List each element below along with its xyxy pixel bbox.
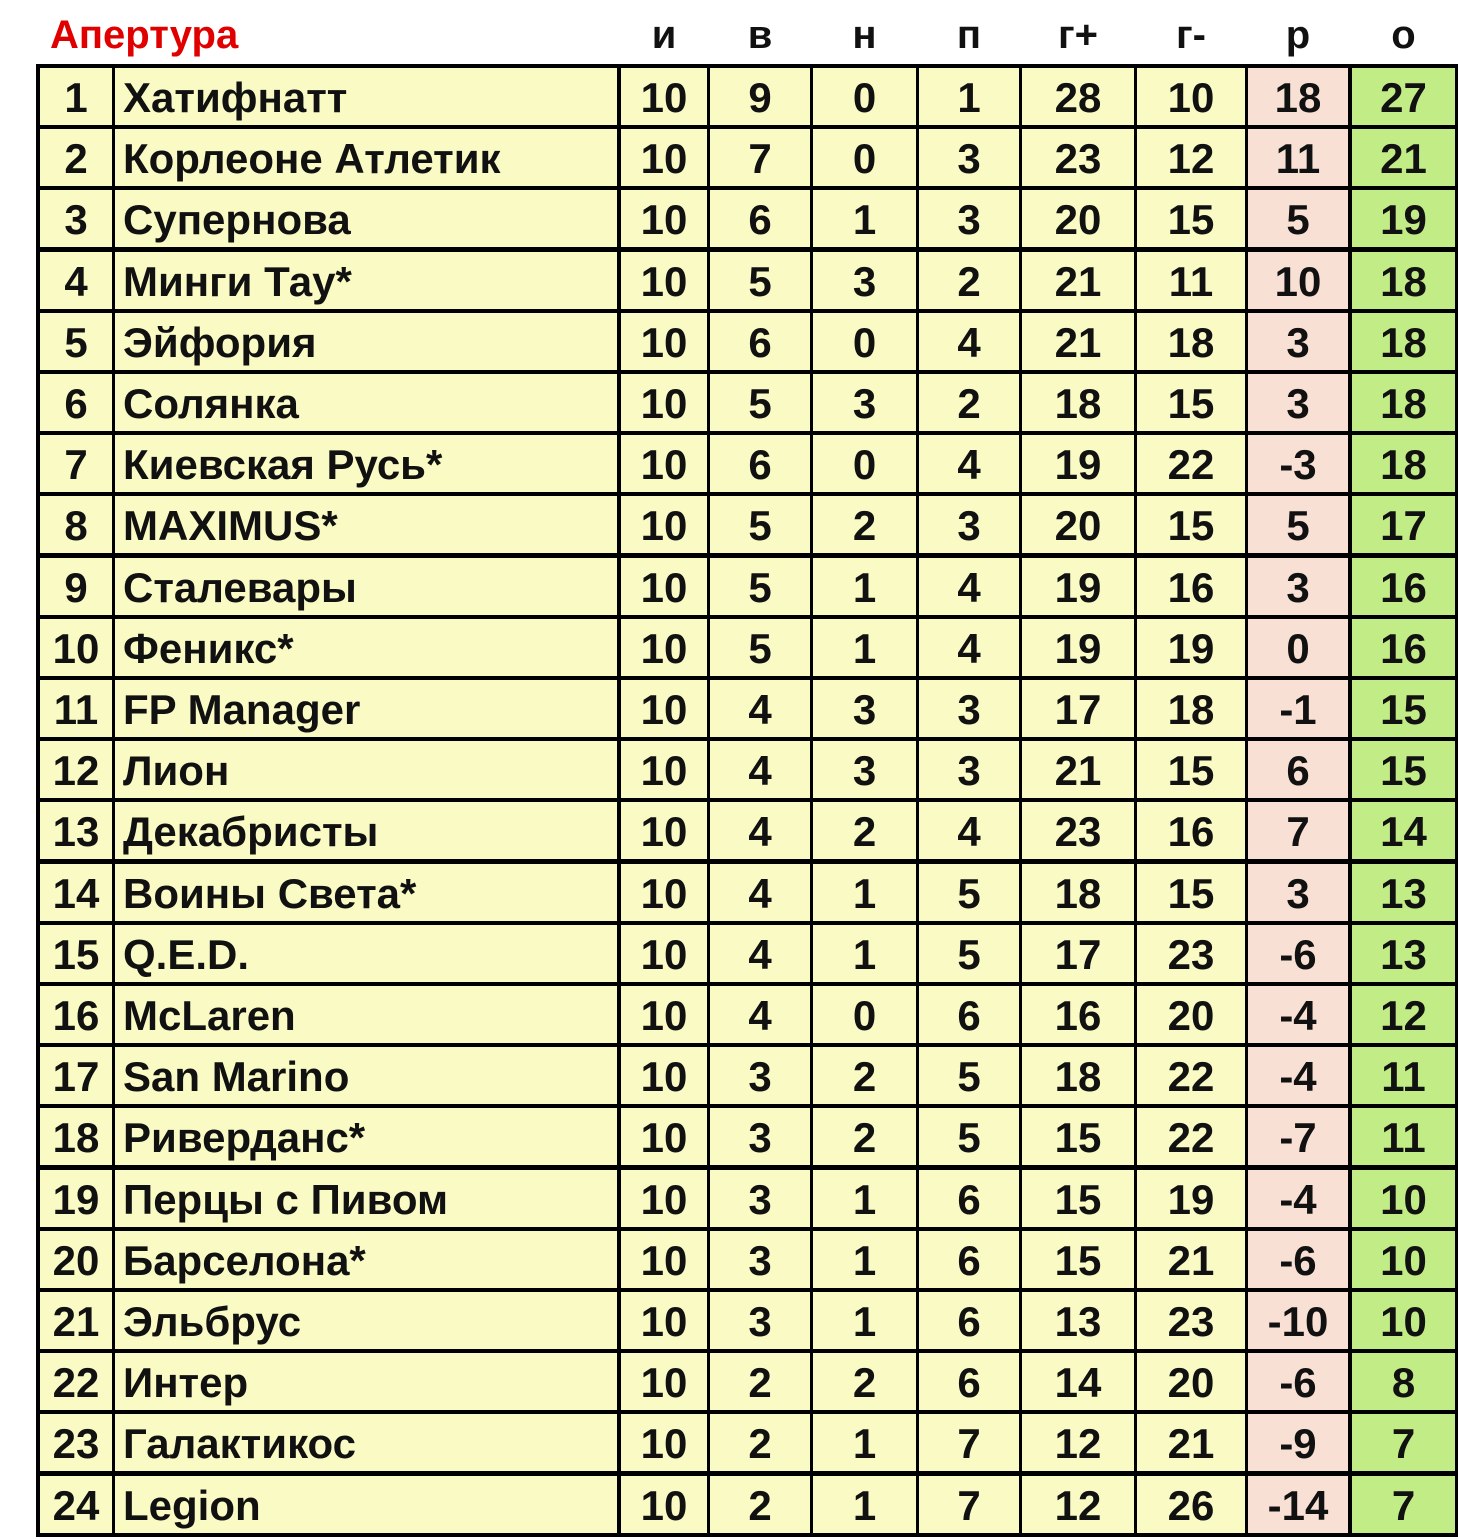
- goals-for-cell: 15: [1022, 1108, 1134, 1165]
- goals-against-cell: 23: [1137, 1292, 1245, 1349]
- position-cell: 20: [40, 1231, 112, 1288]
- goals-for-cell: 20: [1022, 496, 1134, 553]
- won-cell: 4: [710, 986, 810, 1043]
- lost-cell: 6: [919, 1231, 1019, 1288]
- position-cell: 1: [40, 68, 112, 125]
- position-cell: 3: [40, 190, 112, 247]
- lost-cell: 4: [919, 802, 1019, 859]
- drawn-cell: 1: [813, 1292, 916, 1349]
- position-cell: 7: [40, 435, 112, 492]
- goals-against-cell: 12: [1137, 129, 1245, 186]
- drawn-cell: 1: [813, 558, 916, 615]
- goals-against-cell: 22: [1137, 435, 1245, 492]
- position-cell: 16: [40, 986, 112, 1043]
- goals-against-cell: 15: [1137, 190, 1245, 247]
- played-cell: 10: [621, 741, 707, 798]
- points-cell: 13: [1352, 925, 1455, 982]
- drawn-cell: 1: [813, 1476, 916, 1533]
- team-name-cell: Эльбрус: [115, 1292, 617, 1349]
- won-cell: 6: [710, 190, 810, 247]
- header-played: и: [651, 13, 677, 57]
- goals-for-cell: 16: [1022, 986, 1134, 1043]
- points-cell: 15: [1352, 680, 1455, 737]
- team-name-cell: Q.E.D.: [115, 925, 617, 982]
- goal-diff-cell: -14: [1248, 1476, 1348, 1533]
- team-name-cell: Барселона*: [115, 1231, 617, 1288]
- played-cell: 10: [621, 129, 707, 186]
- drawn-cell: 2: [813, 1047, 916, 1104]
- points-cell: 18: [1352, 435, 1455, 492]
- goals-for-cell: 15: [1022, 1231, 1134, 1288]
- goals-against-cell: 22: [1137, 1108, 1245, 1165]
- points-cell: 16: [1352, 619, 1455, 676]
- team-name-cell: Феникс*: [115, 619, 617, 676]
- drawn-cell: 1: [813, 864, 916, 921]
- goals-against-cell: 15: [1137, 864, 1245, 921]
- header-goal-diff: р: [1285, 13, 1311, 57]
- goal-diff-cell: 3: [1248, 864, 1348, 921]
- points-cell: 10: [1352, 1231, 1455, 1288]
- drawn-cell: 2: [813, 1353, 916, 1410]
- played-cell: 10: [621, 558, 707, 615]
- goals-against-cell: 18: [1137, 313, 1245, 370]
- lost-cell: 3: [919, 129, 1019, 186]
- position-cell: 10: [40, 619, 112, 676]
- won-cell: 3: [710, 1108, 810, 1165]
- goals-against-cell: 11: [1137, 252, 1245, 309]
- lost-cell: 7: [919, 1476, 1019, 1533]
- position-cell: 12: [40, 741, 112, 798]
- goals-for-cell: 12: [1022, 1476, 1134, 1533]
- drawn-cell: 3: [813, 741, 916, 798]
- won-cell: 6: [710, 313, 810, 370]
- played-cell: 10: [621, 1414, 707, 1471]
- goal-diff-cell: -6: [1248, 1231, 1348, 1288]
- goal-diff-cell: 5: [1248, 190, 1348, 247]
- points-cell: 21: [1352, 129, 1455, 186]
- team-name-cell: Киевская Русь*: [115, 435, 617, 492]
- won-cell: 4: [710, 864, 810, 921]
- points-cell: 18: [1352, 374, 1455, 431]
- lost-cell: 6: [919, 1353, 1019, 1410]
- lost-cell: 5: [919, 864, 1019, 921]
- position-cell: 14: [40, 864, 112, 921]
- team-name-cell: Риверданс*: [115, 1108, 617, 1165]
- points-cell: 12: [1352, 986, 1455, 1043]
- goal-diff-cell: -7: [1248, 1108, 1348, 1165]
- played-cell: 10: [621, 1292, 707, 1349]
- goal-diff-cell: 3: [1248, 374, 1348, 431]
- team-name-cell: MAXIMUS*: [115, 496, 617, 553]
- position-cell: 15: [40, 925, 112, 982]
- played-cell: 10: [621, 68, 707, 125]
- drawn-cell: 0: [813, 435, 916, 492]
- goal-diff-cell: -4: [1248, 986, 1348, 1043]
- drawn-cell: 1: [813, 925, 916, 982]
- lost-cell: 4: [919, 313, 1019, 370]
- goals-for-cell: 21: [1022, 313, 1134, 370]
- goals-against-cell: 15: [1137, 741, 1245, 798]
- won-cell: 3: [710, 1292, 810, 1349]
- played-cell: 10: [621, 680, 707, 737]
- points-cell: 11: [1352, 1108, 1455, 1165]
- goals-against-cell: 20: [1137, 1353, 1245, 1410]
- position-cell: 11: [40, 680, 112, 737]
- points-cell: 27: [1352, 68, 1455, 125]
- team-name-cell: Перцы с Пивом: [115, 1170, 617, 1227]
- goals-against-cell: 18: [1137, 680, 1245, 737]
- won-cell: 2: [710, 1476, 810, 1533]
- goals-for-cell: 21: [1022, 252, 1134, 309]
- lost-cell: 6: [919, 1292, 1019, 1349]
- team-name-cell: Сталевары: [115, 558, 617, 615]
- goal-diff-cell: 10: [1248, 252, 1348, 309]
- goals-for-cell: 28: [1022, 68, 1134, 125]
- goal-diff-cell: -1: [1248, 680, 1348, 737]
- lost-cell: 2: [919, 374, 1019, 431]
- points-cell: 19: [1352, 190, 1455, 247]
- won-cell: 9: [710, 68, 810, 125]
- goals-against-cell: 15: [1137, 374, 1245, 431]
- goals-against-cell: 21: [1137, 1414, 1245, 1471]
- goals-against-cell: 16: [1137, 558, 1245, 615]
- drawn-cell: 2: [813, 496, 916, 553]
- lost-cell: 3: [919, 190, 1019, 247]
- won-cell: 5: [710, 374, 810, 431]
- goals-against-cell: 10: [1137, 68, 1245, 125]
- goals-for-cell: 19: [1022, 619, 1134, 676]
- played-cell: 10: [621, 619, 707, 676]
- lost-cell: 5: [919, 1047, 1019, 1104]
- lost-cell: 1: [919, 68, 1019, 125]
- won-cell: 5: [710, 496, 810, 553]
- lost-cell: 5: [919, 1108, 1019, 1165]
- header-goals-against: г-: [1176, 13, 1206, 57]
- goals-for-cell: 13: [1022, 1292, 1134, 1349]
- lost-cell: 7: [919, 1414, 1019, 1471]
- drawn-cell: 1: [813, 190, 916, 247]
- won-cell: 5: [710, 619, 810, 676]
- goal-diff-cell: 6: [1248, 741, 1348, 798]
- position-cell: 9: [40, 558, 112, 615]
- goals-for-cell: 23: [1022, 802, 1134, 859]
- goals-for-cell: 20: [1022, 190, 1134, 247]
- drawn-cell: 1: [813, 1170, 916, 1227]
- points-cell: 7: [1352, 1414, 1455, 1471]
- drawn-cell: 0: [813, 68, 916, 125]
- points-cell: 11: [1352, 1047, 1455, 1104]
- drawn-cell: 0: [813, 313, 916, 370]
- position-cell: 21: [40, 1292, 112, 1349]
- lost-cell: 3: [919, 741, 1019, 798]
- team-name-cell: McLaren: [115, 986, 617, 1043]
- played-cell: 10: [621, 1170, 707, 1227]
- goals-for-cell: 14: [1022, 1353, 1134, 1410]
- played-cell: 10: [621, 864, 707, 921]
- goals-for-cell: 15: [1022, 1170, 1134, 1227]
- won-cell: 5: [710, 558, 810, 615]
- played-cell: 10: [621, 925, 707, 982]
- points-cell: 18: [1352, 252, 1455, 309]
- header-won: в: [747, 13, 773, 57]
- drawn-cell: 0: [813, 986, 916, 1043]
- goals-against-cell: 26: [1137, 1476, 1245, 1533]
- played-cell: 10: [621, 252, 707, 309]
- points-cell: 7: [1352, 1476, 1455, 1533]
- header-lost: п: [956, 13, 982, 57]
- goals-against-cell: 22: [1137, 1047, 1245, 1104]
- header-goals-for: г+: [1057, 13, 1099, 57]
- team-name-cell: Корлеоне Атлетик: [115, 129, 617, 186]
- goals-for-cell: 18: [1022, 864, 1134, 921]
- lost-cell: 4: [919, 619, 1019, 676]
- table-title: Апертура: [50, 13, 239, 57]
- team-name-cell: Лион: [115, 741, 617, 798]
- goal-diff-cell: 11: [1248, 129, 1348, 186]
- position-cell: 23: [40, 1414, 112, 1471]
- won-cell: 5: [710, 252, 810, 309]
- goal-diff-cell: 18: [1248, 68, 1348, 125]
- team-name-cell: Интер: [115, 1353, 617, 1410]
- position-cell: 17: [40, 1047, 112, 1104]
- lost-cell: 5: [919, 925, 1019, 982]
- team-name-cell: Супернова: [115, 190, 617, 247]
- won-cell: 3: [710, 1047, 810, 1104]
- goals-for-cell: 12: [1022, 1414, 1134, 1471]
- won-cell: 6: [710, 435, 810, 492]
- team-name-cell: San Marino: [115, 1047, 617, 1104]
- goal-diff-cell: -4: [1248, 1047, 1348, 1104]
- played-cell: 10: [621, 1047, 707, 1104]
- goal-diff-cell: -4: [1248, 1170, 1348, 1227]
- played-cell: 10: [621, 986, 707, 1043]
- points-cell: 14: [1352, 802, 1455, 859]
- played-cell: 10: [621, 313, 707, 370]
- position-cell: 19: [40, 1170, 112, 1227]
- header-drawn: н: [852, 13, 877, 57]
- goals-for-cell: 18: [1022, 1047, 1134, 1104]
- goal-diff-cell: 3: [1248, 558, 1348, 615]
- points-cell: 10: [1352, 1170, 1455, 1227]
- won-cell: 4: [710, 925, 810, 982]
- played-cell: 10: [621, 496, 707, 553]
- header-points: о: [1391, 13, 1416, 57]
- goals-for-cell: 21: [1022, 741, 1134, 798]
- played-cell: 10: [621, 374, 707, 431]
- team-name-cell: Эйфория: [115, 313, 617, 370]
- team-name-cell: Воины Света*: [115, 864, 617, 921]
- goal-diff-cell: -9: [1248, 1414, 1348, 1471]
- points-cell: 15: [1352, 741, 1455, 798]
- goals-against-cell: 15: [1137, 496, 1245, 553]
- team-name-cell: Солянка: [115, 374, 617, 431]
- goals-against-cell: 19: [1137, 1170, 1245, 1227]
- goals-for-cell: 23: [1022, 129, 1134, 186]
- played-cell: 10: [621, 802, 707, 859]
- won-cell: 2: [710, 1414, 810, 1471]
- points-cell: 10: [1352, 1292, 1455, 1349]
- lost-cell: 4: [919, 435, 1019, 492]
- position-cell: 13: [40, 802, 112, 859]
- goals-for-cell: 17: [1022, 925, 1134, 982]
- points-cell: 18: [1352, 313, 1455, 370]
- position-cell: 2: [40, 129, 112, 186]
- goals-against-cell: 16: [1137, 802, 1245, 859]
- drawn-cell: 3: [813, 252, 916, 309]
- points-cell: 16: [1352, 558, 1455, 615]
- team-name-cell: FP Manager: [115, 680, 617, 737]
- played-cell: 10: [621, 1231, 707, 1288]
- team-name-cell: Хатифнатт: [115, 68, 617, 125]
- goal-diff-cell: 3: [1248, 313, 1348, 370]
- drawn-cell: 3: [813, 680, 916, 737]
- drawn-cell: 1: [813, 1231, 916, 1288]
- goal-diff-cell: 5: [1248, 496, 1348, 553]
- drawn-cell: 0: [813, 129, 916, 186]
- played-cell: 10: [621, 435, 707, 492]
- goals-for-cell: 19: [1022, 558, 1134, 615]
- lost-cell: 6: [919, 1170, 1019, 1227]
- drawn-cell: 2: [813, 802, 916, 859]
- goal-diff-cell: -6: [1248, 1353, 1348, 1410]
- position-cell: 4: [40, 252, 112, 309]
- won-cell: 7: [710, 129, 810, 186]
- lost-cell: 3: [919, 496, 1019, 553]
- position-cell: 22: [40, 1353, 112, 1410]
- points-cell: 8: [1352, 1353, 1455, 1410]
- position-cell: 24: [40, 1476, 112, 1533]
- standings-table: [36, 64, 1458, 1537]
- played-cell: 10: [621, 190, 707, 247]
- points-cell: 17: [1352, 496, 1455, 553]
- position-cell: 8: [40, 496, 112, 553]
- goal-diff-cell: 0: [1248, 619, 1348, 676]
- drawn-cell: 1: [813, 1414, 916, 1471]
- played-cell: 10: [621, 1476, 707, 1533]
- position-cell: 18: [40, 1108, 112, 1165]
- goals-for-cell: 18: [1022, 374, 1134, 431]
- won-cell: 4: [710, 741, 810, 798]
- goals-against-cell: 21: [1137, 1231, 1245, 1288]
- goal-diff-cell: -6: [1248, 925, 1348, 982]
- drawn-cell: 2: [813, 1108, 916, 1165]
- position-cell: 5: [40, 313, 112, 370]
- position-cell: 6: [40, 374, 112, 431]
- won-cell: 3: [710, 1170, 810, 1227]
- goals-for-cell: 17: [1022, 680, 1134, 737]
- lost-cell: 3: [919, 680, 1019, 737]
- team-name-cell: Legion: [115, 1476, 617, 1533]
- won-cell: 4: [710, 802, 810, 859]
- lost-cell: 6: [919, 986, 1019, 1043]
- played-cell: 10: [621, 1108, 707, 1165]
- goals-against-cell: 20: [1137, 986, 1245, 1043]
- won-cell: 3: [710, 1231, 810, 1288]
- goal-diff-cell: -3: [1248, 435, 1348, 492]
- played-cell: 10: [621, 1353, 707, 1410]
- team-name-cell: Декабристы: [115, 802, 617, 859]
- team-name-cell: Галактикос: [115, 1414, 617, 1471]
- points-cell: 13: [1352, 864, 1455, 921]
- team-name-cell: Минги Тау*: [115, 252, 617, 309]
- lost-cell: 4: [919, 558, 1019, 615]
- drawn-cell: 1: [813, 619, 916, 676]
- lost-cell: 2: [919, 252, 1019, 309]
- drawn-cell: 3: [813, 374, 916, 431]
- won-cell: 2: [710, 1353, 810, 1410]
- goals-against-cell: 19: [1137, 619, 1245, 676]
- goal-diff-cell: -10: [1248, 1292, 1348, 1349]
- goal-diff-cell: 7: [1248, 802, 1348, 859]
- goals-for-cell: 19: [1022, 435, 1134, 492]
- goals-against-cell: 23: [1137, 925, 1245, 982]
- won-cell: 4: [710, 680, 810, 737]
